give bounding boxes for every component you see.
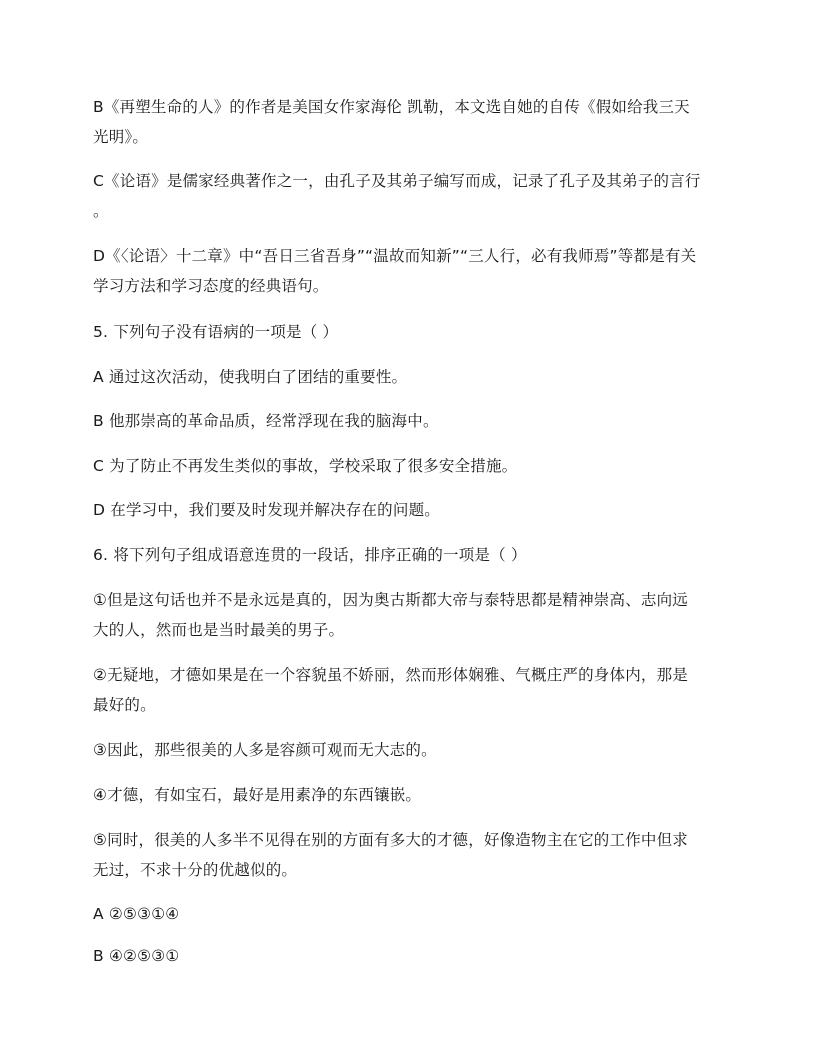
text-line: B《再塑生命的人》的作者是美国女作家海伦 凯勒，本文选自她的自传《假如给我三天 <box>93 98 690 116</box>
text-line: 最好的。 <box>93 696 156 714</box>
option-d-paragraph <box>93 241 723 301</box>
option-c-paragraph <box>93 166 723 226</box>
text-line: ③因此，那些很美的人多是容颜可观而无大志的。 <box>93 741 437 759</box>
question-6-title <box>93 540 723 570</box>
text-line: A ②⑤③①④ <box>93 905 180 923</box>
sentence-5 <box>93 825 723 885</box>
text-line: ②无疑地，才德如果是在一个容貌虽不娇丽，然而形体娴雅、气概庄严的身体内，那是 <box>93 666 688 684</box>
text-line: C 为了防止不再发生类似的事故，学校采取了很多安全措施。 <box>93 457 518 475</box>
option-b-paragraph <box>93 92 723 152</box>
question-5-option-d <box>93 495 723 525</box>
text-line: 。 <box>93 202 109 220</box>
question-5-option-b <box>93 406 723 436</box>
question-6-option-b <box>93 941 723 971</box>
text-line: 光明》。 <box>93 128 149 146</box>
text-line: C《论语》是儒家经典著作之一，由孔子及其弟子编写而成，记录了孔子及其弟子的言行 <box>93 172 701 190</box>
question-5-option-a <box>93 362 723 392</box>
sentence-3 <box>93 735 723 765</box>
sentence-4 <box>93 780 723 810</box>
text-line: ①但是这句话也并不是永远是真的，因为奥古斯都大帝与泰特思都是精神崇高、志向远 <box>93 591 688 609</box>
sentence-1 <box>93 585 723 645</box>
text-line: B 他那崇高的革命品质，经常浮现在我的脑海中。 <box>93 412 439 430</box>
text-line: B ④②⑤③① <box>93 947 180 965</box>
text-line: 无过，不求十分的优越似的。 <box>93 861 298 879</box>
question-5-option-c <box>93 451 723 481</box>
text-line: 5. 下列句子没有语病的一项是（ ） <box>93 323 339 341</box>
text-line: D《〈论语〉十二章》中“吾日三省吾身”“温故而知新”“三人行，必有我师焉”等都是有关 <box>93 247 697 265</box>
question-5-title <box>93 317 723 347</box>
text-line: 学习方法和学习态度的经典语句。 <box>93 277 329 295</box>
text-line: 大的人，然而也是当时最美的男子。 <box>93 621 345 639</box>
text-line: ⑤同时，很美的人多半不见得在别的方面有多大的才德，好像造物主在它的工作中但求 <box>93 831 688 849</box>
text-line: D 在学习中，我们要及时发现并解决存在的问题。 <box>93 501 440 519</box>
text-line: A 通过这次活动，使我明白了团结的重要性。 <box>93 368 408 386</box>
question-6-option-a <box>93 899 723 929</box>
sentence-2 <box>93 660 723 720</box>
text-line: ④才德，有如宝石，最好是用素净的东西镶嵌。 <box>93 786 422 804</box>
text-line: 6. 将下列句子组成语意连贯的一段话，排序正确的一项是（ ） <box>93 546 527 564</box>
